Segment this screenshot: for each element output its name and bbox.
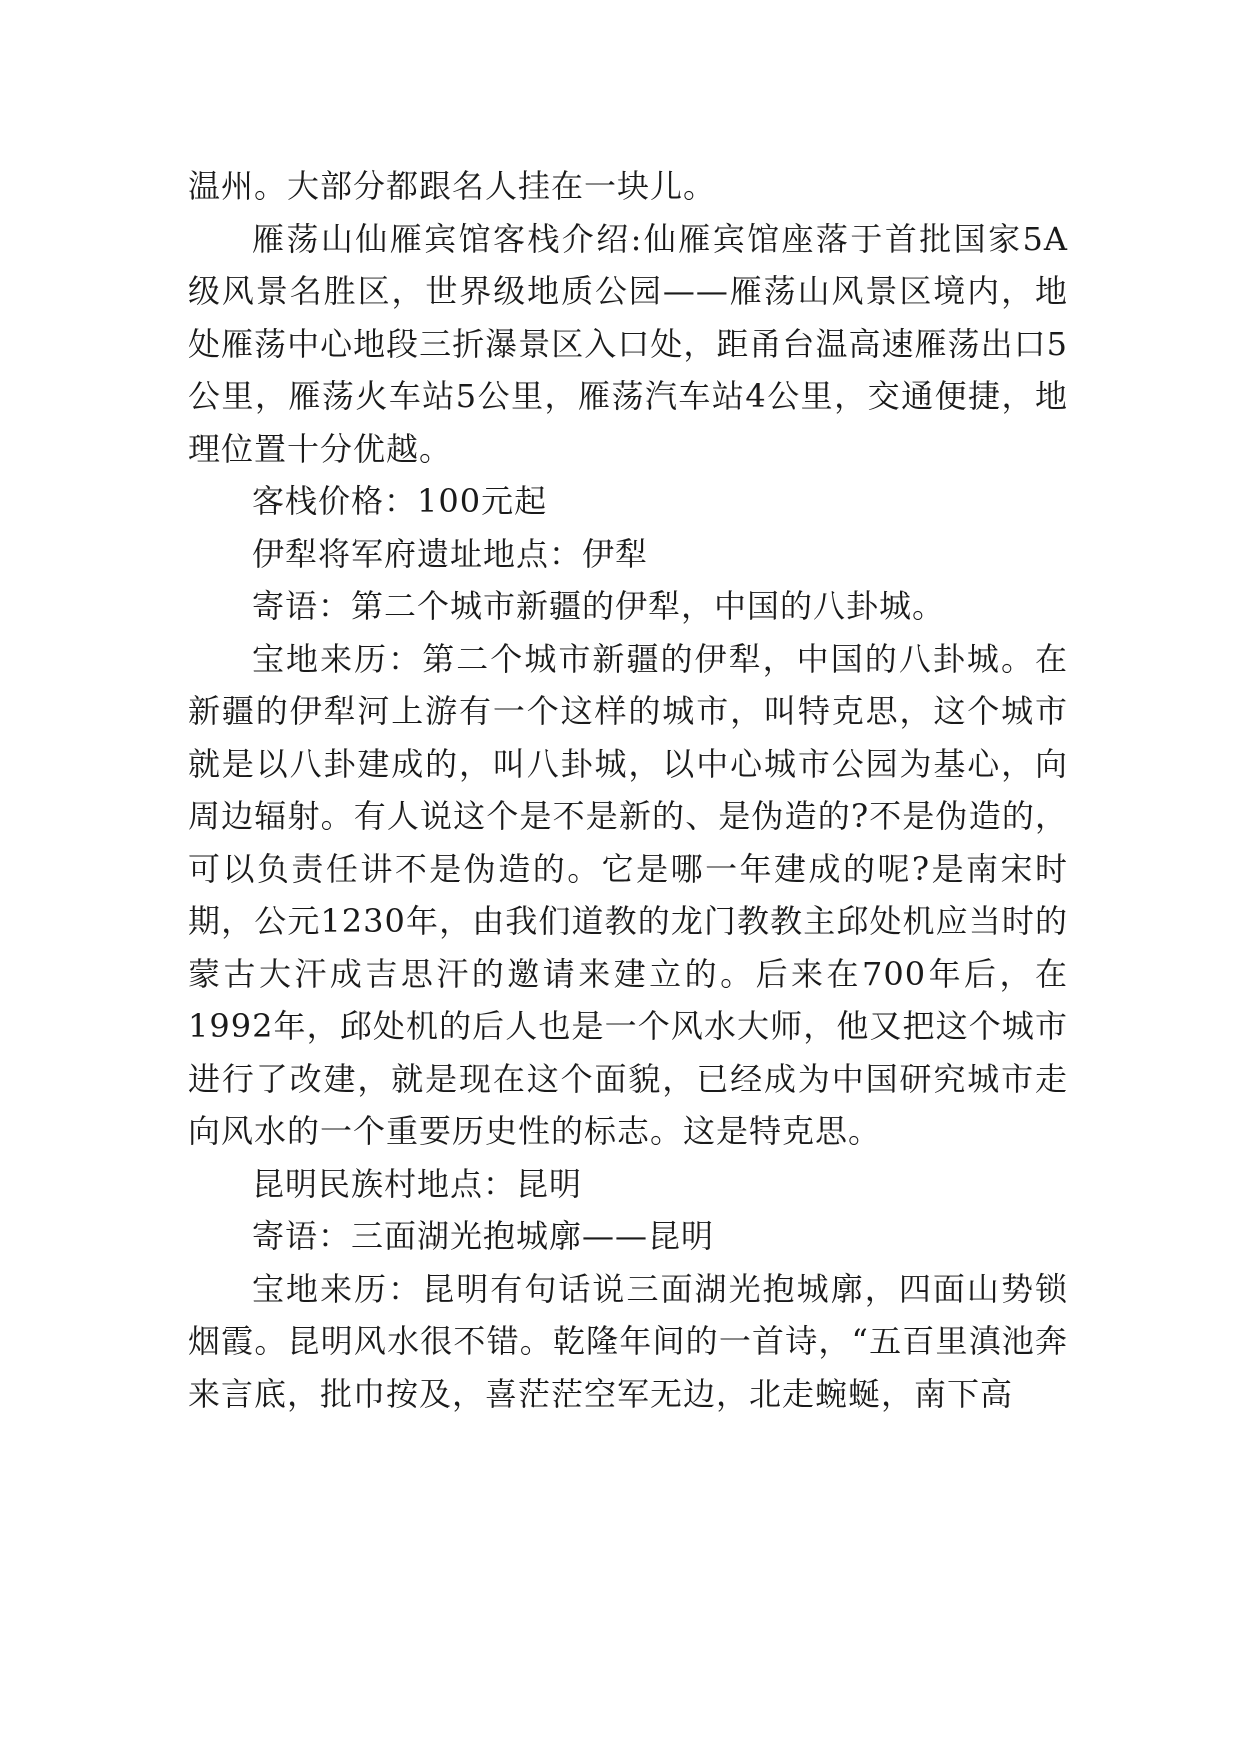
paragraph: 宝地来历：第二个城市新疆的伊犁，中国的八卦城。在新疆的伊犁河上游有一个这样的城市，叫特克思，这个城市就是以八卦建成的，叫八卦城，以中心城市公园为基心，向周边辐射。有人说这个是不是新的、是伪造的?不是伪造的，可以负责任讲不是伪造的。它是哪一年建成的呢?是南宋时期，公元1230年，由我们道教的龙门教教主邱处机应当时的蒙古大汗成吉思汗的邀请来建立的。后来在700年后，在1992年，邱处机的后人也是一个风水大师，他又把这个城市进行了改建，就是现在这个面貌，已经成为中国研究城市走向风水的一个重要历史性的标志。这是特克思。: [188, 639, 1068, 1150]
paragraph: 雁荡山仙雁宾馆客栈介绍:仙雁宾馆座落于首批国家5A级风景名胜区，世界级地质公园——雁荡山风景区境内，地处雁荡中心地段三折瀑景区入口处，距甬台温高速雁荡出口5公里，雁荡火车站5公里，雁荡汽车站4公里，交通便捷，地理位置十分优越。: [188, 219, 1068, 468]
paragraph: 温州。大部分都跟名人挂在一块儿。: [188, 167, 717, 205]
paragraph: 客栈价格：100元起: [252, 482, 548, 520]
paragraph: 伊犁将军府遗址地点：伊犁: [252, 534, 649, 573]
paragraph: 寄语：三面湖光抱城廓——昆明: [252, 1217, 715, 1255]
paragraph: 昆明民族村地点：昆明: [252, 1164, 583, 1203]
paragraph: 宝地来历：昆明有句话说三面湖光抱城廓，四面山势锁烟霞。昆明风水很不错。乾隆年间的一首诗，“五百里滇池奔来言底，批巾按及，喜茫茫空军无边，北走蜿蜒，南下高: [188, 1269, 1068, 1413]
document-body: [188, 160, 1068, 1420]
paragraph: 寄语：第二个城市新疆的伊犁，中国的八卦城。: [252, 587, 946, 625]
